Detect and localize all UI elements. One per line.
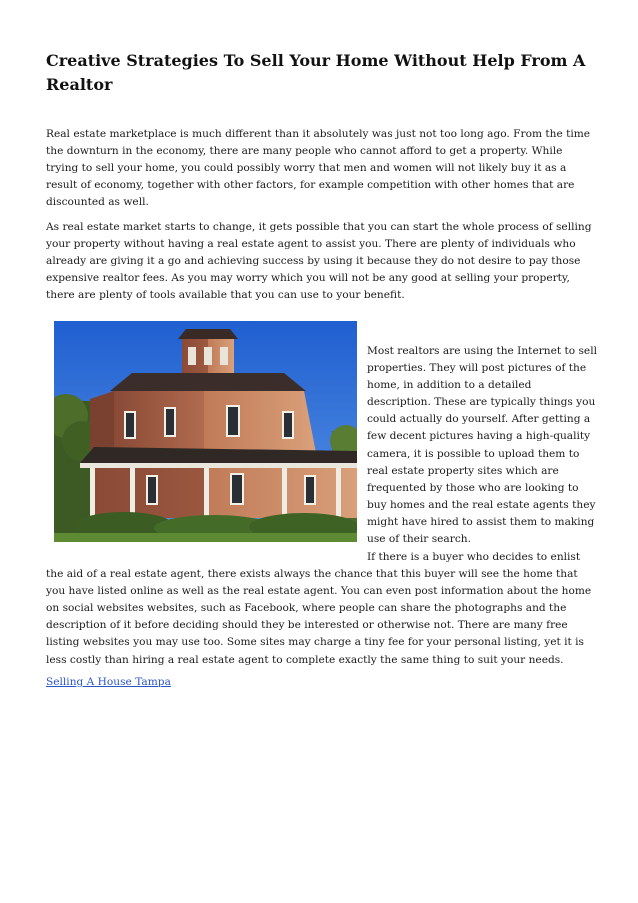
paragraph-internet-listing: Most realtors are using the Internet to sell properties. They will post pictures of the home, in addition to a detailed description. These are typically things you could actually do yourself. After getting a few decent pictures having a high-quality camera, it is possible to upload them to real estate property sites which are frequented by those who are looking to buy homes and the real estate agents they might have hired to assist them to making use of their search. [367, 345, 597, 546]
paragraph-market-change: As real estate market starts to change, it gets possible that you can start the whole process of selling your property without having a real estate agent to assist you. There are plenty of individuals who already are giving it a go and achieving success by using it because they do not desire to pay those expensive realtor fees. As you may worry which you will not be any good at selling your property, there are plenty of tools available that you can use to your benefit. [46, 221, 592, 302]
octagon-house-photo [54, 321, 357, 542]
paragraph-buyer-agent: If there is a buyer who decides to enlist the aid of a real estate agent, there exists always the chance that this buyer will see the home that you have listed online as well as the real estate agent. You can even post information about the home on social websites websites, such as Facebook, where people can share the photographs and the description of it before deciding should they be interested or otherwise not. There are many free listing websites you may use too. Some sites may charge a tiny fee for your personal listing, yet it is less costly than hiring a real estate agent to complete exactly the same thing to suit your needs. [46, 551, 592, 666]
paragraph-intro: Real estate marketplace is much different than it absolutely was just not too long ago. From the time the downturn in the economy, there are many people who cannot afford to get a property. While trying to sell your home, you could possibly worry that men and women will not likely buy it as a result of economy, together with other factors, for example competition with other homes that are discounted as well. [46, 128, 591, 209]
selling-house-link[interactable]: Selling A House Tampa [46, 676, 171, 688]
page-title: Creative Strategies To Sell Your Home Without Help From A Realtor [46, 51, 586, 94]
